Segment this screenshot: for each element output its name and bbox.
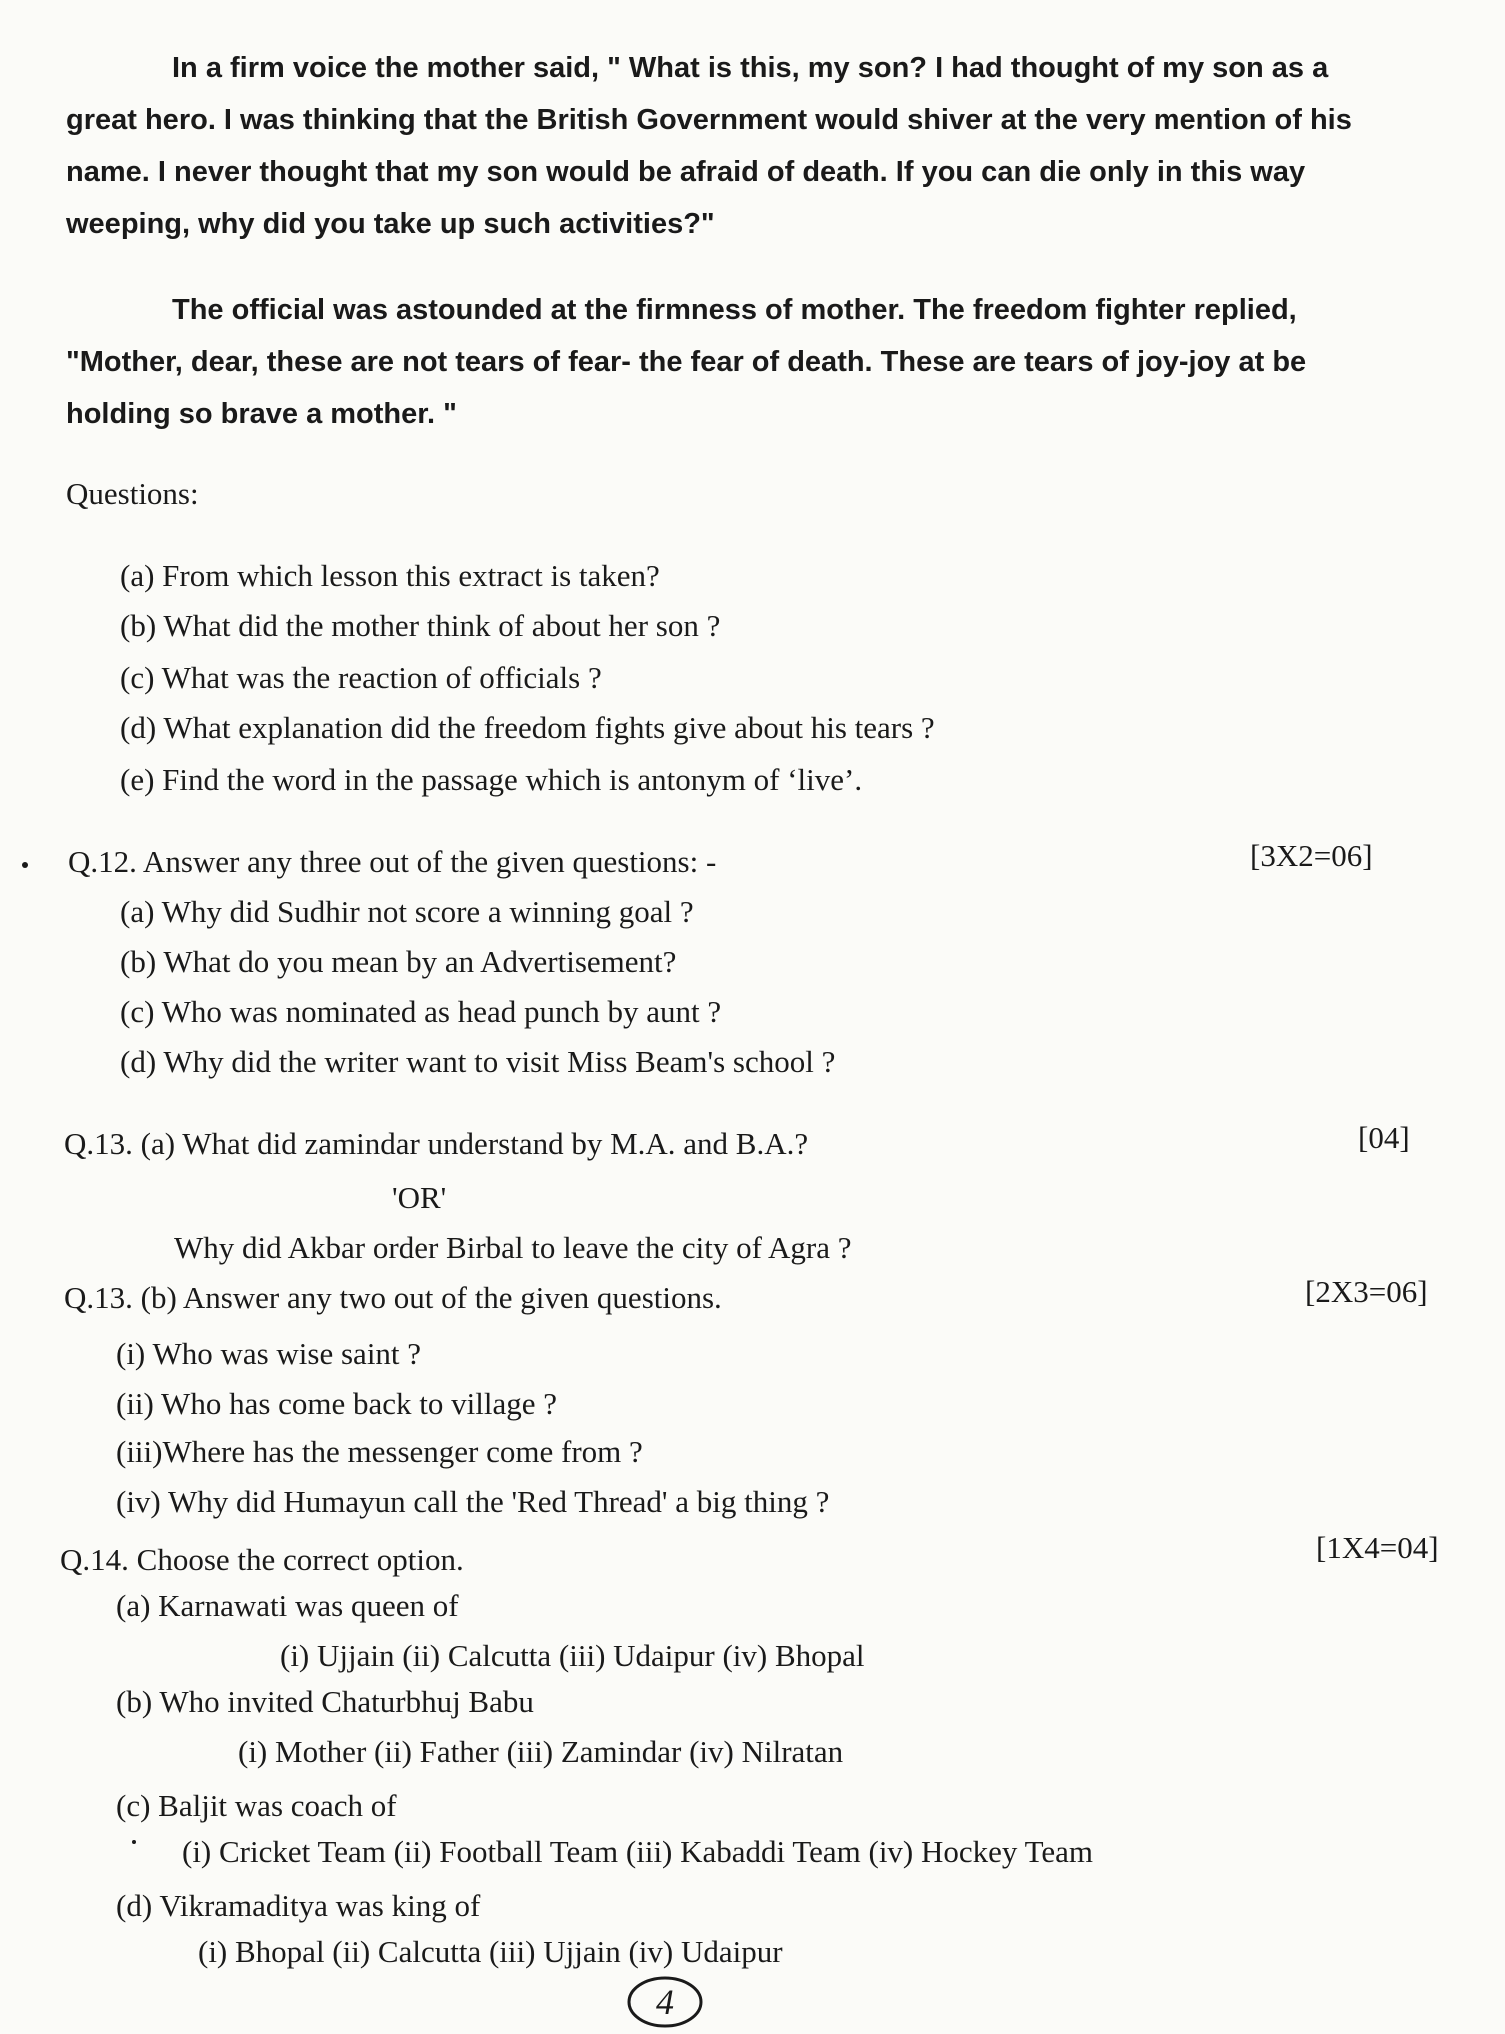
q14-question: (d) Vikramaditya was king of [116, 1888, 481, 1923]
questions-heading: Questions: [66, 476, 199, 511]
page-number: 4 [656, 1982, 674, 2022]
passage-question: (b) What did the mother think of about her son ? [120, 608, 721, 643]
margin-dot [132, 1840, 136, 1844]
passage-question: (d) What explanation did the freedom fights give about his tears ? [120, 710, 935, 745]
q14-options: (i) Bhopal (ii) Calcutta (iii) Ujjain (iv) Udaipur [198, 1934, 783, 1969]
q13a-title: Q.13. (a) What did zamindar understand by M.A. and B.A.? [64, 1126, 809, 1161]
passage-line: name. I never thought that my son would be afraid of death. If you can die only in this way [66, 156, 1306, 188]
passage-line: In a firm voice the mother said, " What is this, my son? I had thought of my son as a [172, 52, 1329, 84]
q14-title: Q.14. Choose the correct option. [60, 1542, 464, 1577]
passage-question: (e) Find the word in the passage which is antonym of ‘live’. [120, 762, 863, 797]
q12-item: (d) Why did the writer want to visit Miss Beam's school ? [120, 1044, 836, 1079]
passage-question: (c) What was the reaction of officials ? [120, 660, 602, 695]
q13b-item: (ii) Who has come back to village ? [116, 1386, 558, 1421]
passage-line: "Mother, dear, these are not tears of fear- the fear of death. These are tears of joy-joy at be [66, 346, 1307, 378]
q13b-item: (i) Who was wise saint ? [116, 1336, 422, 1371]
passage-question: (a) From which lesson this extract is taken? [120, 558, 660, 593]
q13a-alt: Why did Akbar order Birbal to leave the city of Agra ? [174, 1230, 852, 1265]
passage-line: great hero. I was thinking that the British Government would shiver at the very mention of his [66, 104, 1352, 136]
q14-options: (i) Ujjain (ii) Calcutta (iii) Udaipur (iv) Bhopal [280, 1638, 865, 1673]
passage-line: weeping, why did you take up such activities?" [66, 208, 715, 240]
page-number-mark [625, 1970, 705, 2030]
q14-marks: [1X4=04] [1316, 1530, 1439, 1565]
q13a-marks: [04] [1358, 1120, 1410, 1155]
margin-dot [22, 862, 28, 868]
q13b-item: (iv) Why did Humayun call the 'Red Thread' a big thing ? [116, 1484, 830, 1519]
q14-question: (a) Karnawati was queen of [116, 1588, 459, 1623]
q14-options: (i) Mother (ii) Father (iii) Zamindar (iv) Nilratan [238, 1734, 844, 1769]
q12-item: (a) Why did Sudhir not score a winning goal ? [120, 894, 694, 929]
q14-options: (i) Cricket Team (ii) Football Team (iii) Kabaddi Team (iv) Hockey Team [182, 1834, 1094, 1869]
q12-item: (b) What do you mean by an Advertisement? [120, 944, 677, 979]
q12-item: (c) Who was nominated as head punch by aunt ? [120, 994, 722, 1029]
q12-title: Q.12. Answer any three out of the given questions: - [68, 844, 717, 879]
q14-question: (c) Baljit was coach of [116, 1788, 397, 1823]
passage-line: holding so brave a mother. " [66, 398, 457, 430]
q13b-title: Q.13. (b) Answer any two out of the given questions. [64, 1280, 722, 1315]
q12-marks: [3X2=06] [1250, 838, 1373, 873]
q14-question: (b) Who invited Chaturbhuj Babu [116, 1684, 534, 1719]
q13a-or: 'OR' [392, 1180, 447, 1215]
passage-line: The official was astounded at the firmness of mother. The freedom fighter replied, [172, 294, 1297, 326]
q13b-marks: [2X3=06] [1305, 1274, 1428, 1309]
q13b-item: (iii)Where has the messenger come from ? [116, 1434, 643, 1469]
